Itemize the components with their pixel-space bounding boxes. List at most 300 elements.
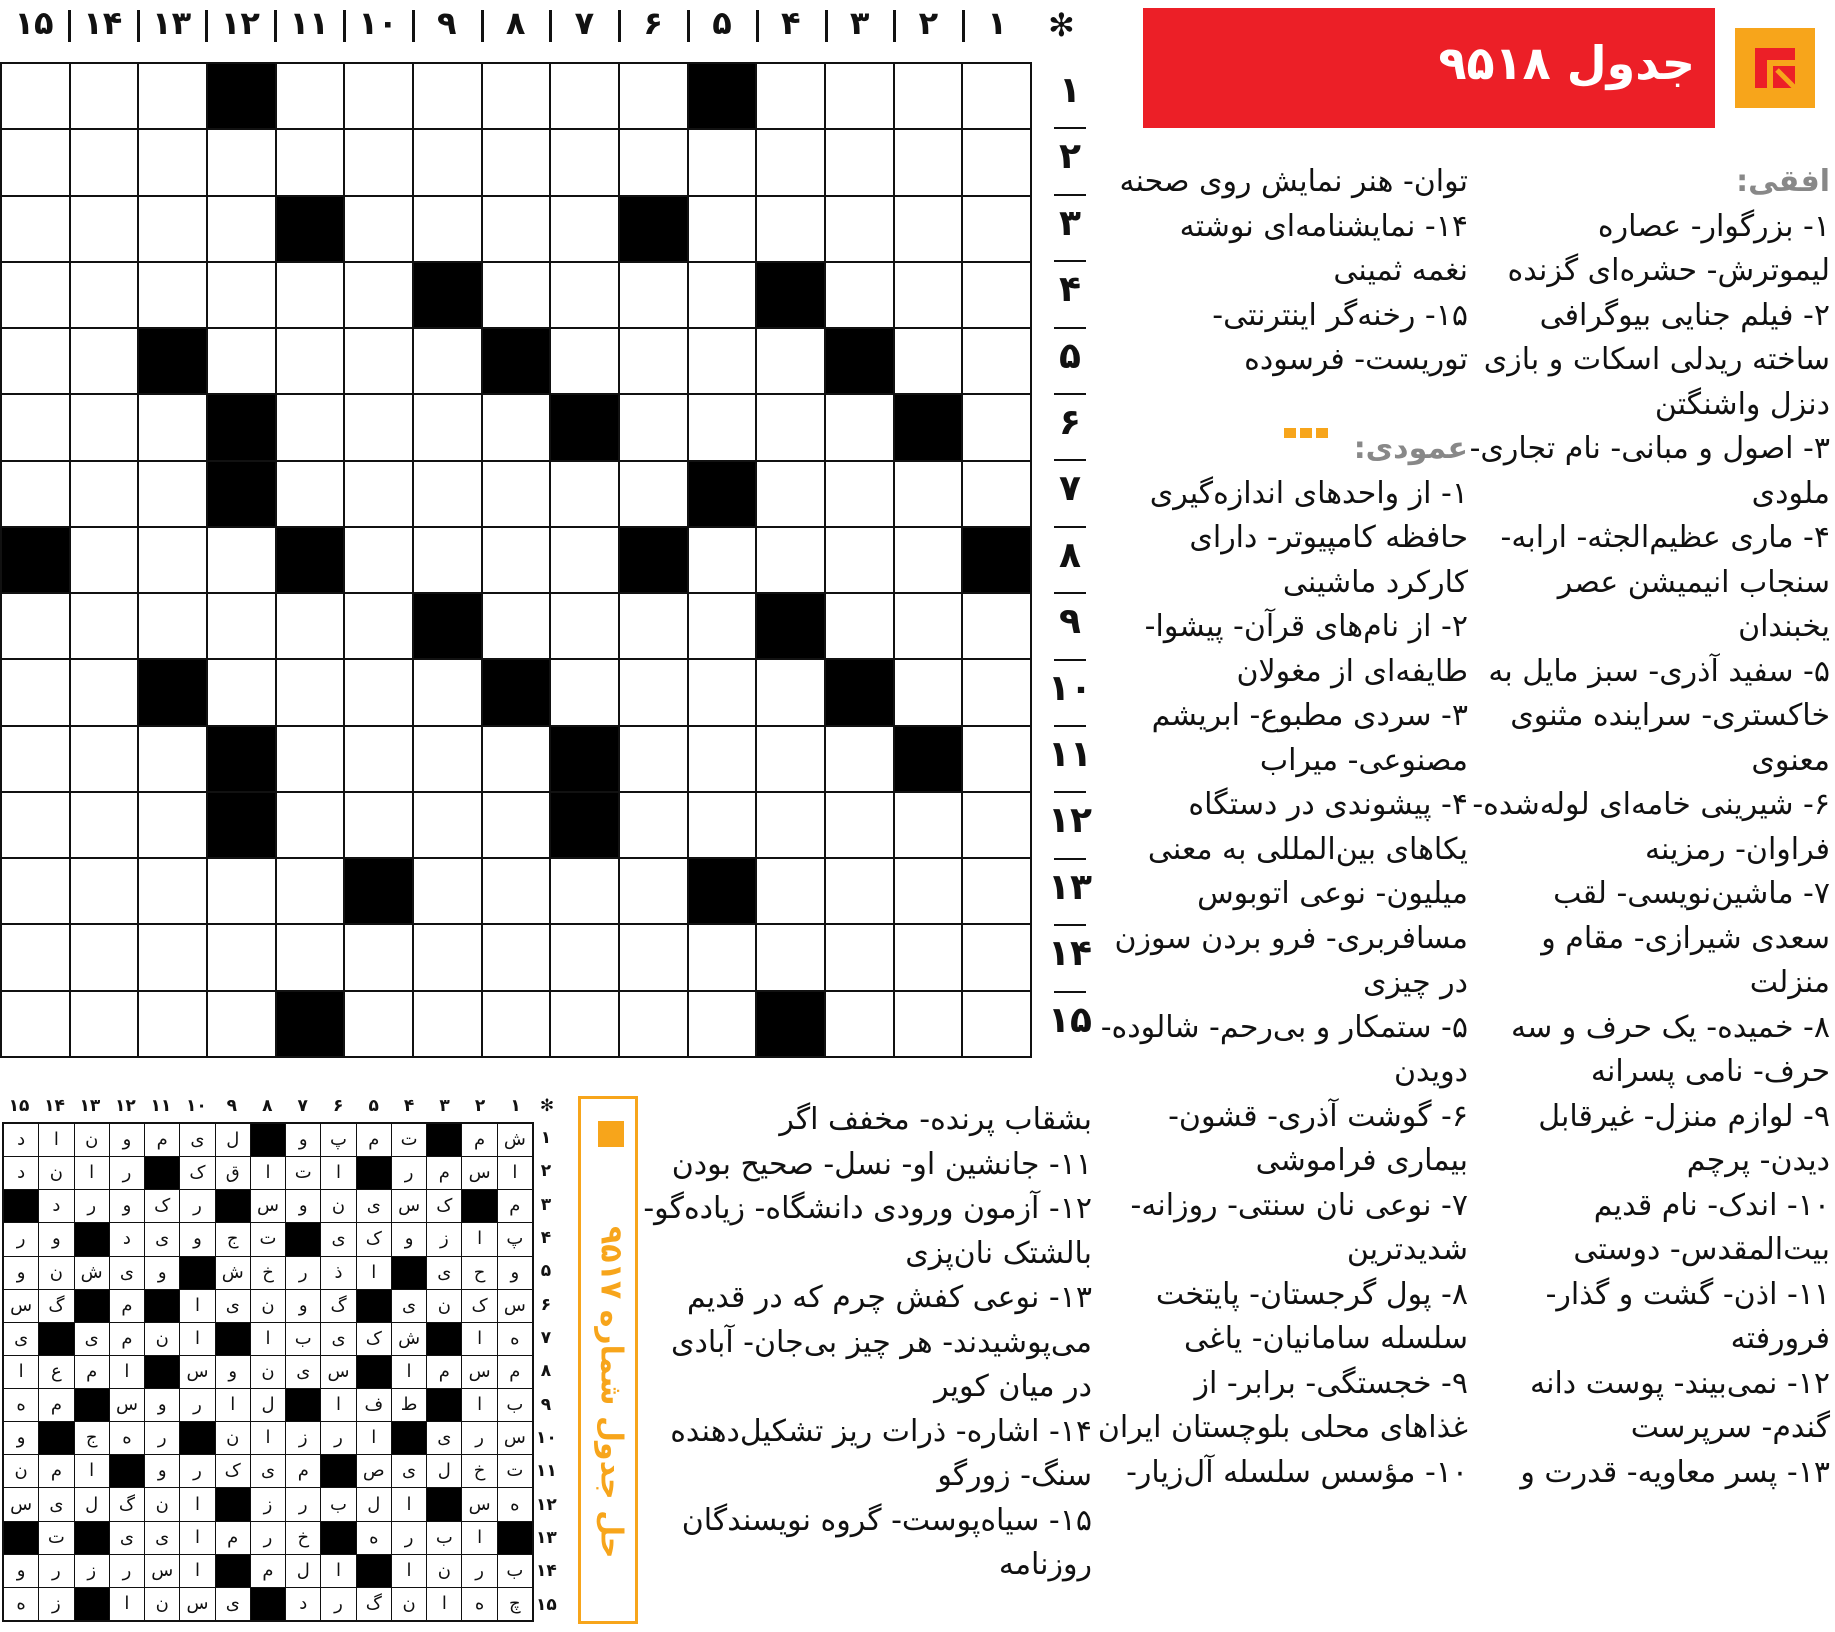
grid-cell[interactable] (963, 793, 1030, 857)
grid-cell[interactable] (757, 727, 824, 791)
grid-cell[interactable] (689, 197, 756, 261)
grid-cell[interactable] (483, 727, 550, 791)
grid-cell[interactable] (71, 395, 138, 459)
grid-cell[interactable] (620, 462, 687, 526)
clue-line: یخبندان (1738, 609, 1830, 644)
grid-cell[interactable] (277, 793, 344, 857)
grid-cell[interactable] (895, 793, 962, 857)
grid-cell[interactable] (963, 197, 1030, 261)
grid-cell[interactable] (757, 130, 824, 194)
solution-cell: و (286, 1124, 320, 1156)
grid-cell[interactable] (620, 395, 687, 459)
clue-line: فراوان- رمزینه (1644, 831, 1830, 867)
solution-cell: د (110, 1223, 144, 1255)
solution-cell: ی (321, 1323, 355, 1355)
row-label: ۱۰ (1048, 667, 1092, 709)
solution-cell-black (39, 1422, 73, 1454)
solution-cell: د (39, 1190, 73, 1222)
solution-cell: ش (216, 1257, 250, 1289)
grid-cell[interactable] (963, 263, 1030, 327)
clue-line: سنگ- زورگو (937, 1458, 1092, 1493)
solution-cell-black (392, 1257, 426, 1289)
grid-cell[interactable] (139, 793, 206, 857)
solution-cell: م (286, 1455, 320, 1487)
grid-cell[interactable] (139, 925, 206, 989)
grid-cell[interactable] (139, 528, 206, 592)
grid-cell[interactable] (139, 395, 206, 459)
solution-cell: م (357, 1124, 391, 1156)
grid-cell[interactable] (757, 197, 824, 261)
grid-cell[interactable] (2, 263, 69, 327)
solution-cell: ر (75, 1190, 109, 1222)
grid-cell[interactable] (826, 528, 893, 592)
solution-cell: و (145, 1257, 179, 1289)
clue-line: ۱۳- پسر معاویه- قدرت و (1520, 1454, 1830, 1490)
solution-cell: ا (180, 1290, 214, 1322)
grid-cell[interactable] (2, 793, 69, 857)
solution-cell: س (392, 1190, 426, 1222)
grid-cell[interactable] (757, 925, 824, 989)
grid-cell[interactable] (414, 925, 481, 989)
grid-cell-black (2, 528, 69, 592)
solution-cell: ف (357, 1389, 391, 1421)
grid-cell[interactable] (414, 130, 481, 194)
grid-cell[interactable] (277, 859, 344, 923)
grid-cell[interactable] (345, 660, 412, 724)
grid-cell[interactable] (345, 992, 412, 1056)
grid-cell-black (139, 329, 206, 393)
grid-cell[interactable] (2, 64, 69, 128)
grid-cell[interactable] (277, 263, 344, 327)
solution-corner-star: ✻ (539, 1096, 555, 1116)
grid-cell[interactable] (689, 660, 756, 724)
grid-cell[interactable] (414, 859, 481, 923)
grid-cell[interactable] (483, 462, 550, 526)
column-separator (893, 10, 896, 42)
clues-lower-column (643, 1098, 1092, 1588)
grid-cell[interactable] (71, 793, 138, 857)
grid-cell-black (551, 793, 618, 857)
grid-cell[interactable] (963, 859, 1030, 923)
grid-cell[interactable] (2, 660, 69, 724)
solution-cell-black (286, 1223, 320, 1255)
solution-row-label: ۳ (540, 1194, 552, 1215)
grid-cell[interactable] (689, 130, 756, 194)
grid-cell[interactable] (139, 462, 206, 526)
clues-right-column (1469, 160, 1830, 1495)
grid-cell[interactable] (483, 925, 550, 989)
solution-cell: ب (498, 1389, 532, 1421)
grid-cell[interactable] (208, 859, 275, 923)
grid-cell[interactable] (2, 462, 69, 526)
solution-cell: ا (462, 1223, 496, 1255)
grid-cell[interactable] (895, 660, 962, 724)
grid-cell[interactable] (71, 130, 138, 194)
grid-cell[interactable] (826, 64, 893, 128)
grid-cell[interactable] (277, 660, 344, 724)
grid-cell[interactable] (757, 660, 824, 724)
grid-cell[interactable] (826, 197, 893, 261)
grid-cell[interactable] (963, 64, 1030, 128)
grid-cell[interactable] (414, 793, 481, 857)
grid-cell[interactable] (620, 130, 687, 194)
grid-cell[interactable] (689, 329, 756, 393)
solution-cell: ی (75, 1323, 109, 1355)
grid-cell[interactable] (826, 925, 893, 989)
solution-cell: م (216, 1522, 250, 1554)
grid-cell[interactable] (551, 528, 618, 592)
grid-cell[interactable] (551, 660, 618, 724)
grid-cell[interactable] (757, 329, 824, 393)
clue-line: دیدن- پرچم (1686, 1143, 1830, 1178)
grid-cell[interactable] (757, 793, 824, 857)
grid-cell[interactable] (483, 395, 550, 459)
grid-cell[interactable] (826, 992, 893, 1056)
solution-cell: ک (462, 1290, 496, 1322)
clue-line: ۱۲- آزمون ورودی دانشگاه- زیاده‌گو- (643, 1191, 1092, 1226)
grid-cell[interactable] (345, 329, 412, 393)
solution-cell-black (427, 1323, 461, 1355)
solution-cell-black (427, 1389, 461, 1421)
grid-cell[interactable] (895, 528, 962, 592)
grid-cell[interactable] (826, 395, 893, 459)
grid-cell[interactable] (414, 727, 481, 791)
grid-cell[interactable] (208, 992, 275, 1056)
clue-line: ۳- سردی مطبوع- ابریشم (1151, 698, 1468, 733)
grid-cell[interactable] (895, 992, 962, 1056)
grid-cell[interactable] (345, 197, 412, 261)
grid-cell[interactable] (551, 329, 618, 393)
grid-cell[interactable] (620, 992, 687, 1056)
grid-cell[interactable] (483, 594, 550, 658)
grid-cell[interactable] (895, 130, 962, 194)
grid-cell[interactable] (963, 130, 1030, 194)
solution-cell: خ (462, 1455, 496, 1487)
grid-cell[interactable] (757, 528, 824, 592)
grid-cell[interactable] (139, 64, 206, 128)
grid-cell[interactable] (345, 925, 412, 989)
grid-cell[interactable] (757, 859, 824, 923)
grid-cell[interactable] (551, 859, 618, 923)
solution-cell: ه (110, 1422, 144, 1454)
grid-cell[interactable] (620, 329, 687, 393)
solution-row-label: ۸ (540, 1361, 552, 1382)
grid-cell[interactable] (414, 528, 481, 592)
grid-cell[interactable] (277, 727, 344, 791)
grid-cell[interactable] (71, 462, 138, 526)
grid-cell[interactable] (208, 197, 275, 261)
grid-cell[interactable] (963, 727, 1030, 791)
grid-cell[interactable] (2, 329, 69, 393)
solution-cell: ط (392, 1389, 426, 1421)
solution-column-label: ۷ (297, 1096, 308, 1116)
solution-cell-black (75, 1588, 109, 1620)
solution-cell: ل (357, 1488, 391, 1520)
solution-cell: ی (392, 1290, 426, 1322)
grid-cell[interactable] (2, 130, 69, 194)
column-separator (205, 10, 208, 42)
grid-cell[interactable] (71, 925, 138, 989)
solution-cell: ی (216, 1588, 250, 1620)
grid-cell[interactable] (71, 197, 138, 261)
column-separator (137, 10, 140, 42)
grid-cell[interactable] (963, 462, 1030, 526)
grid-cell[interactable] (71, 64, 138, 128)
grid-cell-black (414, 594, 481, 658)
grid-cell[interactable] (689, 925, 756, 989)
grid-cell[interactable] (345, 64, 412, 128)
grid-cell[interactable] (551, 992, 618, 1056)
grid-cell[interactable] (414, 462, 481, 526)
grid-cell[interactable] (620, 727, 687, 791)
grid-cell[interactable] (895, 859, 962, 923)
solution-cell: و (110, 1124, 144, 1156)
grid-cell[interactable] (826, 263, 893, 327)
solution-cell: ح (462, 1257, 496, 1289)
grid-cell[interactable] (483, 197, 550, 261)
solution-row-label: ۶ (540, 1294, 552, 1315)
solution-cell: ت (251, 1223, 285, 1255)
column-label: ۹ (437, 4, 457, 42)
grid-cell[interactable] (689, 528, 756, 592)
grid-cell[interactable] (963, 992, 1030, 1056)
clue-line: حافظه کامپیوتر- دارای (1189, 520, 1468, 555)
grid-cell[interactable] (483, 263, 550, 327)
solution-cell: گ (357, 1588, 391, 1620)
grid-cell[interactable] (345, 793, 412, 857)
grid-cell[interactable] (414, 395, 481, 459)
grid-cell[interactable] (551, 925, 618, 989)
grid-cell[interactable] (71, 329, 138, 393)
solution-cell: ر (4, 1223, 38, 1255)
grid-cell[interactable] (963, 329, 1030, 393)
solution-cell: ج (216, 1223, 250, 1255)
grid-cell[interactable] (689, 594, 756, 658)
grid-cell[interactable] (71, 263, 138, 327)
grid-cell[interactable] (620, 263, 687, 327)
grid-cell[interactable] (71, 859, 138, 923)
solution-cell: ر (251, 1522, 285, 1554)
grid-cell[interactable] (963, 660, 1030, 724)
grid-cell[interactable] (689, 263, 756, 327)
grid-cell[interactable] (208, 263, 275, 327)
grid-cell[interactable] (551, 263, 618, 327)
grid-cell[interactable] (2, 992, 69, 1056)
grid-cell[interactable] (139, 130, 206, 194)
grid-cell[interactable] (551, 462, 618, 526)
grid-cell[interactable] (551, 594, 618, 658)
grid-cell[interactable] (551, 64, 618, 128)
column-separator (962, 10, 965, 42)
grid-cell[interactable] (620, 660, 687, 724)
crossword-grid (0, 62, 1032, 1058)
column-label: ۱۱ (289, 4, 329, 42)
grid-cell[interactable] (826, 859, 893, 923)
grid-cell[interactable] (689, 395, 756, 459)
solution-cell: ی (110, 1522, 144, 1554)
solution-cell: ا (498, 1157, 532, 1189)
grid-cell[interactable] (277, 64, 344, 128)
grid-cell[interactable] (826, 727, 893, 791)
grid-cell[interactable] (963, 594, 1030, 658)
grid-cell[interactable] (620, 594, 687, 658)
grid-cell[interactable] (277, 130, 344, 194)
grid-cell[interactable] (277, 594, 344, 658)
solution-cell: م (39, 1455, 73, 1487)
row-label: ۴ (1059, 269, 1081, 311)
grid-cell[interactable] (551, 130, 618, 194)
solution-cell: م (251, 1555, 285, 1587)
grid-cell[interactable] (208, 660, 275, 724)
grid-cell[interactable] (345, 395, 412, 459)
column-separator (343, 10, 346, 42)
solution-cell: ل (286, 1555, 320, 1587)
solution-cell: ی (145, 1522, 179, 1554)
solution-cell: ا (427, 1588, 461, 1620)
grid-cell[interactable] (139, 859, 206, 923)
solution-cell: م (427, 1356, 461, 1388)
grid-cell[interactable] (689, 992, 756, 1056)
grid-cell[interactable] (414, 197, 481, 261)
grid-cell[interactable] (71, 727, 138, 791)
grid-cell[interactable] (483, 859, 550, 923)
grid-cell[interactable] (139, 727, 206, 791)
grid-cell[interactable] (345, 594, 412, 658)
grid-cell[interactable] (345, 528, 412, 592)
grid-cell[interactable] (895, 462, 962, 526)
grid-cell[interactable] (414, 329, 481, 393)
solution-cell: ر (180, 1455, 214, 1487)
grid-cell[interactable] (689, 793, 756, 857)
grid-cell[interactable] (208, 329, 275, 393)
grid-cell[interactable] (2, 197, 69, 261)
grid-cell[interactable] (895, 329, 962, 393)
grid-cell[interactable] (139, 197, 206, 261)
solution-row-label: ۱۱ (536, 1461, 557, 1482)
solution-cell-black (462, 1190, 496, 1222)
solution-cell: ن (321, 1190, 355, 1222)
solution-row-label: ۱۵ (536, 1594, 557, 1615)
grid-cell[interactable] (689, 727, 756, 791)
grid-cell[interactable] (895, 925, 962, 989)
grid-cell[interactable] (2, 594, 69, 658)
solution-cell: ت (392, 1124, 426, 1156)
solution-cell: ت (39, 1522, 73, 1554)
grid-cell-black (757, 594, 824, 658)
grid-cell[interactable] (277, 925, 344, 989)
clue-line: توان- هنر نمایش روی صحنه (1119, 164, 1468, 199)
grid-cell[interactable] (963, 395, 1030, 459)
grid-cell[interactable] (895, 197, 962, 261)
grid-cell[interactable] (71, 528, 138, 592)
solution-cell: ج (75, 1422, 109, 1454)
grid-cell[interactable] (208, 528, 275, 592)
grid-cell[interactable] (826, 793, 893, 857)
grid-cell[interactable] (414, 660, 481, 724)
grid-cell[interactable] (757, 395, 824, 459)
grid-cell[interactable] (2, 859, 69, 923)
grid-cell[interactable] (208, 925, 275, 989)
grid-cell[interactable] (757, 462, 824, 526)
solution-cell: ن (427, 1290, 461, 1322)
grid-cell[interactable] (208, 130, 275, 194)
grid-cell[interactable] (414, 64, 481, 128)
grid-cell[interactable] (71, 594, 138, 658)
solution-row-label: ۷ (540, 1328, 552, 1348)
solution-cell-black (216, 1555, 250, 1587)
grid-cell[interactable] (483, 130, 550, 194)
grid-cell[interactable] (345, 462, 412, 526)
grid-cell[interactable] (826, 462, 893, 526)
clue-line: ۱۴- اشاره- ذرات ریز تشکیل‌دهنده (670, 1413, 1092, 1449)
solution-cell: س (145, 1555, 179, 1587)
solution-cell: م (75, 1356, 109, 1388)
grid-cell[interactable] (414, 992, 481, 1056)
grid-cell[interactable] (277, 329, 344, 393)
grid-cell[interactable] (208, 594, 275, 658)
solution-cell: ر (110, 1157, 144, 1189)
solution-column-label: ۸ (262, 1096, 273, 1116)
grid-cell[interactable] (345, 727, 412, 791)
grid-cell[interactable] (895, 263, 962, 327)
grid-cell[interactable] (895, 594, 962, 658)
grid-cell[interactable] (277, 462, 344, 526)
grid-cell[interactable] (620, 859, 687, 923)
grid-cell[interactable] (483, 64, 550, 128)
solution-cell-black (145, 1157, 179, 1189)
solution-cell: ا (4, 1356, 38, 1388)
grid-cell[interactable] (71, 992, 138, 1056)
solution-cell: ا (75, 1157, 109, 1189)
solution-cell: ک (357, 1223, 391, 1255)
grid-cell[interactable] (483, 793, 550, 857)
row-label: ۱۴ (1048, 933, 1092, 975)
solution-cell: م (427, 1157, 461, 1189)
solution-cell: گ (39, 1290, 73, 1322)
solution-cell-black (357, 1555, 391, 1587)
grid-cell[interactable] (826, 130, 893, 194)
grid-cell[interactable] (277, 395, 344, 459)
grid-cell[interactable] (139, 992, 206, 1056)
grid-cell[interactable] (71, 660, 138, 724)
grid-cell[interactable] (2, 925, 69, 989)
grid-cell[interactable] (483, 528, 550, 592)
clue-line: ۸- پول گرجستان- پایتخت (1155, 1276, 1468, 1312)
row-separator (1054, 327, 1086, 329)
grid-cell[interactable] (345, 130, 412, 194)
grid-cell[interactable] (551, 197, 618, 261)
clue-line: ۱- از واحدهای اندازه‌گیری (1149, 475, 1468, 511)
grid-cell[interactable] (963, 925, 1030, 989)
grid-cell[interactable] (139, 263, 206, 327)
grid-cell[interactable] (345, 263, 412, 327)
grid-cell[interactable] (139, 594, 206, 658)
grid-cell-black (414, 263, 481, 327)
grid-cell[interactable] (2, 395, 69, 459)
grid-cell-black (551, 395, 618, 459)
grid-cell[interactable] (826, 594, 893, 658)
grid-cell[interactable] (483, 992, 550, 1056)
grid-cell[interactable] (895, 64, 962, 128)
solution-cell-black (145, 1356, 179, 1388)
grid-cell[interactable] (620, 64, 687, 128)
grid-cell[interactable] (2, 727, 69, 791)
grid-cell[interactable] (620, 925, 687, 989)
clue-line: یکاهای بین‌المللی به معنی (1147, 831, 1468, 867)
grid-cell[interactable] (757, 64, 824, 128)
solution-cell: و (39, 1223, 73, 1255)
grid-cell[interactable] (620, 793, 687, 857)
